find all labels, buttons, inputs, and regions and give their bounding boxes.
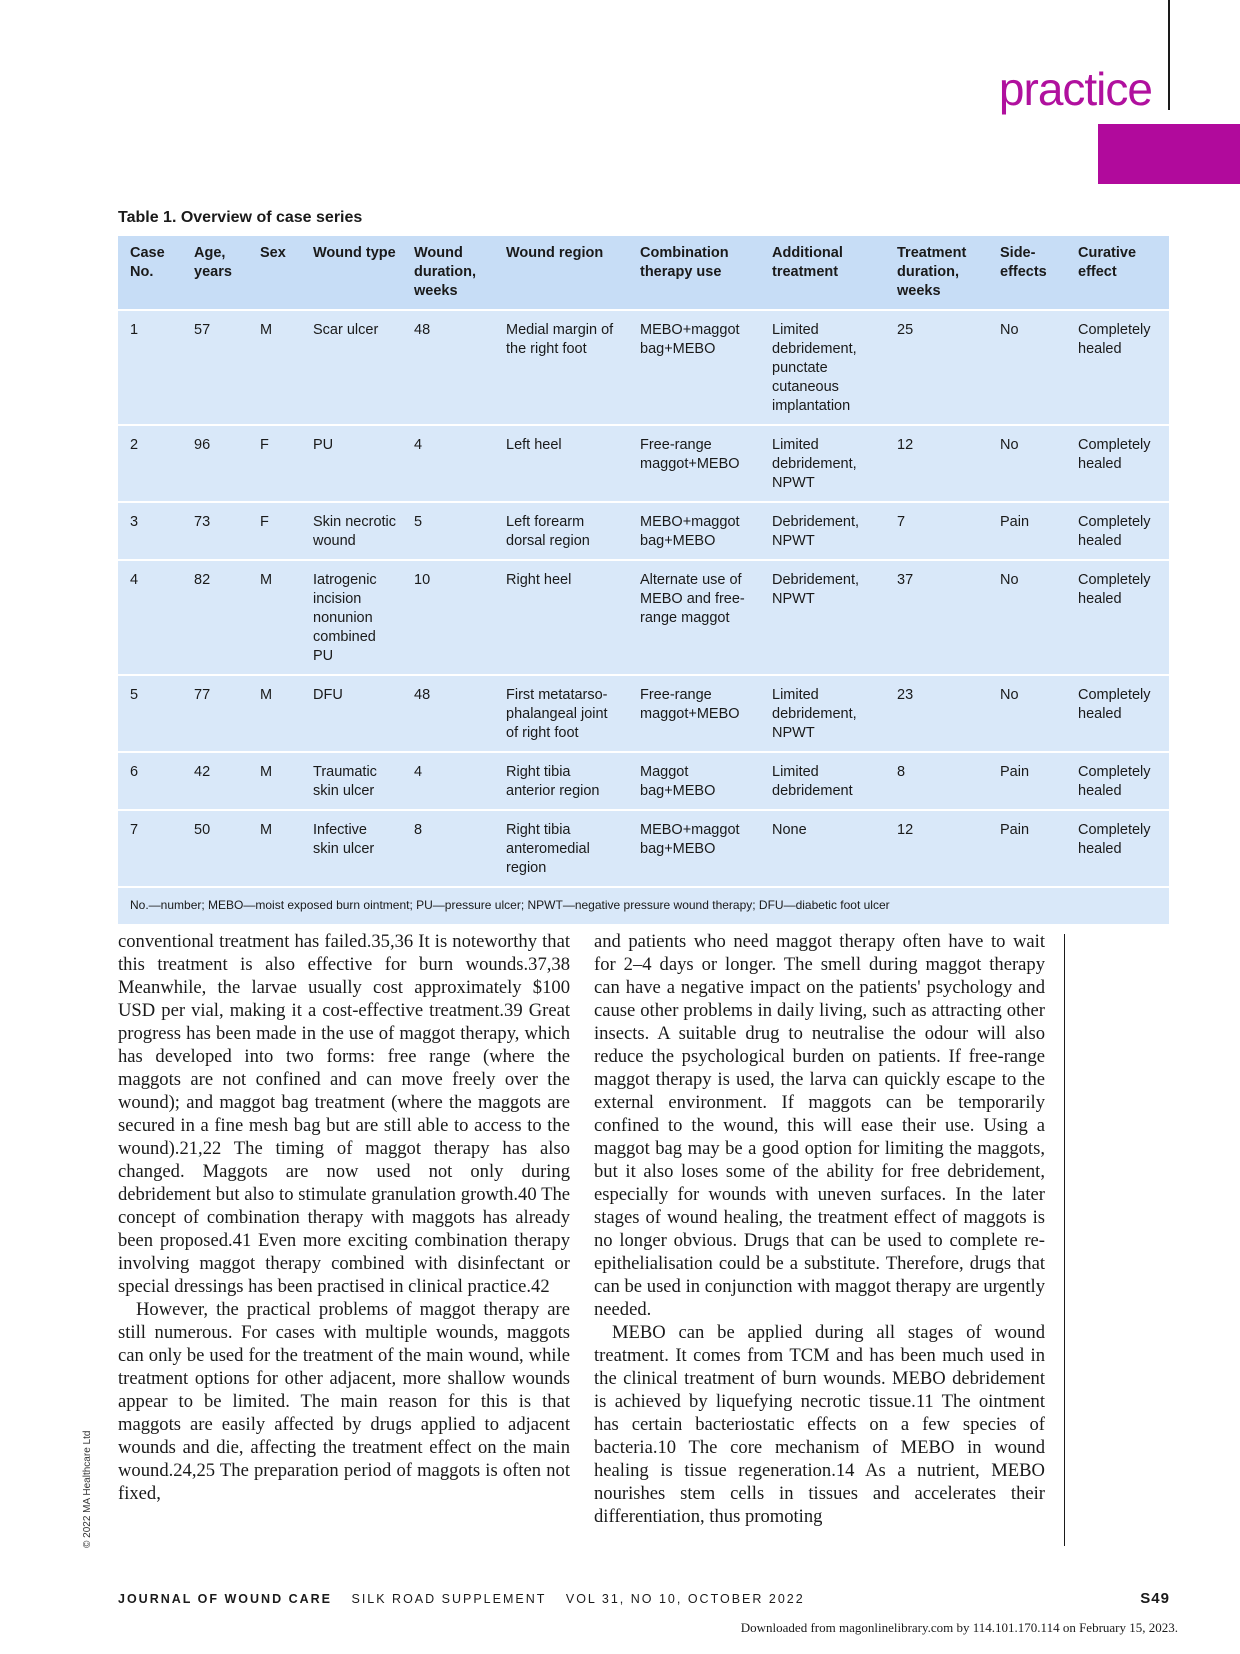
table-row — [118, 425, 1169, 502]
table-cell: 4 — [402, 752, 494, 810]
table-cell: 4 — [402, 425, 494, 502]
paragraph: However, the practical problems of maggot therapy are still numerous. For cases with multiple wounds, maggots can only be used for the treatment of the main wound, while treatment options for other adjacent, more shallow wounds appear to be limited. The main reason for this is that maggots are easily affected by drugs applied to adjacent wounds and die, affecting the treatment effect on the main wound.24,25 The preparation period of maggots is often not fixed, — [118, 1299, 570, 1504]
table-cell: Free-range maggot+MEBO — [628, 425, 760, 502]
table-body — [118, 310, 1169, 887]
header-rule — [1168, 0, 1170, 110]
column-header: Wound type — [301, 236, 402, 310]
table-cell: No — [988, 425, 1066, 502]
table-cell: Debridement, NPWT — [760, 502, 885, 560]
table-footnote: No.—number; MEBO—moist exposed burn ointment; PU—pressure ulcer; NPWT—negative pressure wound therapy; DFU—diabetic foot ulcer — [118, 887, 1169, 924]
table-cell: Right tibia anteromedial region — [494, 810, 628, 887]
section-color-block — [1098, 124, 1240, 184]
table-cell: 6 — [118, 752, 182, 810]
table-cell: 37 — [885, 560, 988, 675]
column-header: Combination therapy use — [628, 236, 760, 310]
table-cell: 50 — [182, 810, 248, 887]
table-cell: Limited debridement, NPWT — [760, 425, 885, 502]
column-header: Sex — [248, 236, 301, 310]
journal-name: JOURNAL OF WOUND CARE — [118, 1592, 332, 1606]
column-header: Wound duration, weeks — [402, 236, 494, 310]
table-cell: No — [988, 560, 1066, 675]
table-cell: Pain — [988, 810, 1066, 887]
table-cell: MEBO+maggot bag+MEBO — [628, 502, 760, 560]
table-cell: Right heel — [494, 560, 628, 675]
table-cell: Completely healed — [1066, 810, 1169, 887]
table-cell: Infective skin ulcer — [301, 810, 402, 887]
table-row — [118, 502, 1169, 560]
table-cell: Completely healed — [1066, 425, 1169, 502]
table-cell: Medial margin of the right foot — [494, 310, 628, 425]
table-cell: Free-range maggot+MEBO — [628, 675, 760, 752]
table-cell: M — [248, 310, 301, 425]
page-number: S49 — [1140, 1590, 1170, 1607]
column-header: Curative effect — [1066, 236, 1169, 310]
table-row — [118, 675, 1169, 752]
table-cell: Debridement, NPWT — [760, 560, 885, 675]
body-column-right — [594, 930, 1045, 1528]
table-cell: First metatarso-phalangeal joint of right foot — [494, 675, 628, 752]
column-header: Case No. — [118, 236, 182, 310]
volume-info: VOL 31, NO 10, OCTOBER 2022 — [565, 1592, 805, 1606]
table-cell: Completely healed — [1066, 752, 1169, 810]
table-row — [118, 560, 1169, 675]
table-cell: Traumatic skin ulcer — [301, 752, 402, 810]
table-cell: F — [248, 502, 301, 560]
table-cell: Completely healed — [1066, 310, 1169, 425]
table-cell: 96 — [182, 425, 248, 502]
column-header: Wound region — [494, 236, 628, 310]
table-cell: No — [988, 310, 1066, 425]
table-cell: Iatrogenic incision nonunion combined PU — [301, 560, 402, 675]
page-footer — [118, 1592, 819, 1606]
table-cell: 2 — [118, 425, 182, 502]
table-cell: 25 — [885, 310, 988, 425]
table-cell: 77 — [182, 675, 248, 752]
table-cell: Left heel — [494, 425, 628, 502]
table-cell: 48 — [402, 310, 494, 425]
table-cell: 5 — [402, 502, 494, 560]
table-cell: Skin necrotic wound — [301, 502, 402, 560]
table-cell: Completely healed — [1066, 675, 1169, 752]
section-label: practice — [998, 63, 1152, 115]
table-cell: M — [248, 675, 301, 752]
table-cell: 1 — [118, 310, 182, 425]
table-cell: 73 — [182, 502, 248, 560]
table-cell: Limited debridement, punctate cutaneous implantation — [760, 310, 885, 425]
table-cell: 23 — [885, 675, 988, 752]
table-cell: 12 — [885, 810, 988, 887]
table-cell: Limited debridement — [760, 752, 885, 810]
table-cell: No — [988, 675, 1066, 752]
table-cell: 82 — [182, 560, 248, 675]
column-header: Side-effects — [988, 236, 1066, 310]
table-cell: Pain — [988, 752, 1066, 810]
table-header-row — [118, 236, 1169, 310]
table-cell: Completely healed — [1066, 560, 1169, 675]
paragraph: conventional treatment has failed.35,36 It is noteworthy that this treatment is also effective for burn wounds.37,38 Meanwhile, the larvae usually cost approximately $100 USD per vial, making it a cost-effective treatment.39 Great progress has been made in the use of maggot therapy, which has developed into two forms: free range (where the maggots are not confined and can move freely over the wound); and maggot bag treatment (where the maggots are secured in a fine mesh bag but are still able to access to the wound).21,22 The timing of maggot therapy has also changed. Maggots are now used not only during debridement but also to stimulate granulation growth.40 The concept of combination therapy with maggots has already been proposed.41 Even more exciting combination therapy involving maggot therapy combined with disinfectant or special dressings has been practised in clinical practice.42 — [118, 931, 570, 1297]
supplement-name: SILK ROAD SUPPLEMENT — [351, 1592, 547, 1606]
table-cell: 42 — [182, 752, 248, 810]
table-cell: 7 — [118, 810, 182, 887]
column-header: Treatment duration, weeks — [885, 236, 988, 310]
table-title: Table 1. Overview of case series — [118, 209, 363, 226]
table-cell: M — [248, 560, 301, 675]
table-cell: M — [248, 752, 301, 810]
table-cell: 8 — [885, 752, 988, 810]
body-column-left — [118, 930, 570, 1505]
table-cell: None — [760, 810, 885, 887]
table-cell: PU — [301, 425, 402, 502]
case-series-table — [118, 236, 1169, 924]
table-cell: Limited debridement, NPWT — [760, 675, 885, 752]
table-cell: 48 — [402, 675, 494, 752]
column-rule — [1064, 934, 1065, 1546]
table-cell: Right tibia anterior region — [494, 752, 628, 810]
table-cell: 8 — [402, 810, 494, 887]
table-cell: 7 — [885, 502, 988, 560]
table-cell: MEBO+maggot bag+MEBO — [628, 810, 760, 887]
copyright-notice: © 2022 MA Healthcare Ltd — [82, 1430, 93, 1548]
table-cell: Pain — [988, 502, 1066, 560]
table-row — [118, 752, 1169, 810]
table-cell: 57 — [182, 310, 248, 425]
column-header: Additional treatment — [760, 236, 885, 310]
table-cell: Left forearm dorsal region — [494, 502, 628, 560]
table-cell: 3 — [118, 502, 182, 560]
table-cell: Scar ulcer — [301, 310, 402, 425]
table-cell: 4 — [118, 560, 182, 675]
paragraph: MEBO can be applied during all stages of wound treatment. It comes from TCM and has been much used in the clinical treatment of burn wounds. MEBO debridement is achieved by liquefying necrotic tissue.11 The ointment has certain bacteriostatic effects on a few species of bacteria.10 The core mechanism of MEBO in wound healing is tissue regeneration.14 As a nutrient, MEBO nourishes stem cells in tissues and accelerates their differentiation, thus promoting — [594, 1322, 1045, 1527]
table-cell: 10 — [402, 560, 494, 675]
column-header: Age, years — [182, 236, 248, 310]
table-cell: MEBO+maggot bag+MEBO — [628, 310, 760, 425]
download-notice: Downloaded from magonlinelibrary.com by 114.101.170.114 on February 15, 2023. — [740, 1620, 1178, 1635]
table-cell: DFU — [301, 675, 402, 752]
table-cell: M — [248, 810, 301, 887]
table-cell: Maggot bag+MEBO — [628, 752, 760, 810]
table-cell: F — [248, 425, 301, 502]
table-cell: 5 — [118, 675, 182, 752]
table-cell: 12 — [885, 425, 988, 502]
table-row — [118, 810, 1169, 887]
table-cell: Alternate use of MEBO and free-range maggot — [628, 560, 760, 675]
table-row — [118, 310, 1169, 425]
table-cell: Completely healed — [1066, 502, 1169, 560]
paragraph: and patients who need maggot therapy often have to wait for 2–4 days or longer. The smell during maggot therapy can have a negative impact on the patients' psychology and cause other problems in daily living, such as attracting other insects. A suitable drug to neutralise the odour will also reduce the psychological burden on patients. If free-range maggot therapy is used, the larva can quickly escape to the external environment. If maggots can be temporarily confined to the wound, this will ease their use. Using a maggot bag may be a good option for limiting the maggots, but it also loses some of the ability for free debridement, especially for wounds with uneven surfaces. In the later stages of wound healing, the treatment effect of maggots is no longer obvious. Drugs that can be used to complete re-epithelialisation could be a substitute. Therefore, drugs that can be used in conjunction with maggot therapy are urgently needed. — [594, 931, 1045, 1320]
